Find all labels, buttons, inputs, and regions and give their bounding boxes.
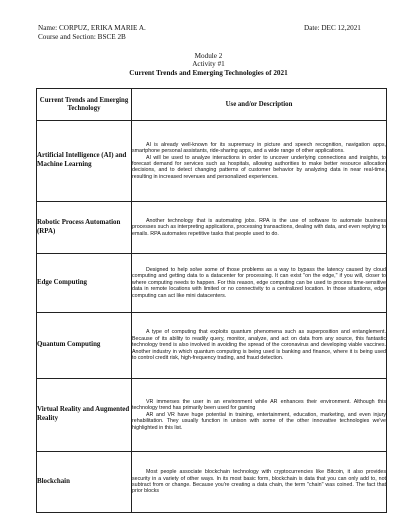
table-row xyxy=(37,254,387,313)
tech-description xyxy=(132,313,387,379)
table-row xyxy=(37,313,387,379)
tech-name: Robotic Process Automation (RPA) xyxy=(37,202,132,254)
description-paragraph: Another technology that is automating jobs. RPA is the use of software to automate business processes such as interpreting applications, processing transactions, dealing with data, and even replying to emails. RPA automates repetitive tasks that people used to do. xyxy=(132,217,386,237)
column-header-description: Use and/or Description xyxy=(132,89,387,121)
tech-description xyxy=(132,254,387,313)
date: Date: DEC 12,2021 xyxy=(304,24,361,32)
description-paragraph: AI will be used to analyze interactions in order to uncover underlying connections and insights, to forecast demand for services such as hospitals, allowing authorities to make better resource allocation decisions, and to detect changing patterns of customer behavior by analyzing data in near real-time, resulting in increased revenues and personalized experiences. xyxy=(132,154,386,180)
table-row xyxy=(37,202,387,254)
table-row xyxy=(37,121,387,202)
description-paragraph: AI is already well-known for its supremacy in picture and speech recognition, navigation apps, smartphone personal assistants, ride-sharing apps, and a wide range of other applications. xyxy=(132,141,386,155)
description-paragraph: A type of computing that exploits quantum phenomena such as superposition and entanglement. Because of its ability to readily query, monitor, analyze, and act on data from any source, this fantastic technology trend is also involved in avoiding the spread of the coronavirus and developing viable vaccines. Another industry in which quantum computing is being used is banking and finance, where it is being used to control credit risk, high-frequency trading, and fraud detection. xyxy=(132,329,386,362)
description-paragraph: AR and VR have huge potential in training, entertainment, education, marketing, and even injury rehabilitation. They usually function in unison with some of the other innovative technologies we've highlighted in this list. xyxy=(132,411,386,431)
column-header-tech: Current Trends and Emerging Technology xyxy=(37,89,132,121)
trends-table xyxy=(36,88,387,513)
tech-name: Virtual Reality and Augmented Reality xyxy=(37,379,132,452)
student-name: Name: CORPUZ, ERIKA MARIE A. xyxy=(38,24,146,32)
course-section: Course and Section: BSCE 2B xyxy=(38,33,126,41)
tech-description xyxy=(132,202,387,254)
description-paragraph: Most people associate blockchain technology with cryptocurrencies like Bitcoin, it also provides security in a variety of other ways. In its most basic form, blockchain is data that you can only add to, not subtract from or change. Because you're creating a data chain, the term "chain" was coined. The fact that prior blocks xyxy=(132,469,386,495)
tech-description xyxy=(132,121,387,202)
tech-name: Blockchain xyxy=(37,452,132,513)
module-label: Module 2 xyxy=(194,52,223,60)
tech-name: Artificial Intelligence (AI) and Machine Learning xyxy=(37,121,132,202)
tech-name: Quantum Computing xyxy=(37,313,132,379)
description-paragraph: Designed to help solve some of those problems as a way to bypass the latency caused by cloud computing and getting data to a datacenter for processing. It can exist "on the edge," if you will, closer to where computing needs to happen. For this reason, edge computing can be used to process time-sensitive data in remote locations with limited or no connectivity to a centralized location. In those situations, edge computing can act like mini datacenters. xyxy=(132,266,386,299)
table-row xyxy=(37,379,387,452)
tech-name: Edge Computing xyxy=(37,254,132,313)
tech-description xyxy=(132,452,387,513)
table-header-row xyxy=(37,89,387,121)
document-title: Current Trends and Emerging Technologies of 2021 xyxy=(129,68,288,77)
description-paragraph: VR immerses the user in an environment while AR enhances their environment. Although this technology trend has primarily been used for gaming xyxy=(132,398,386,412)
activity-label: Activity #1 xyxy=(192,60,225,68)
table-row xyxy=(37,452,387,513)
tech-description xyxy=(132,379,387,452)
